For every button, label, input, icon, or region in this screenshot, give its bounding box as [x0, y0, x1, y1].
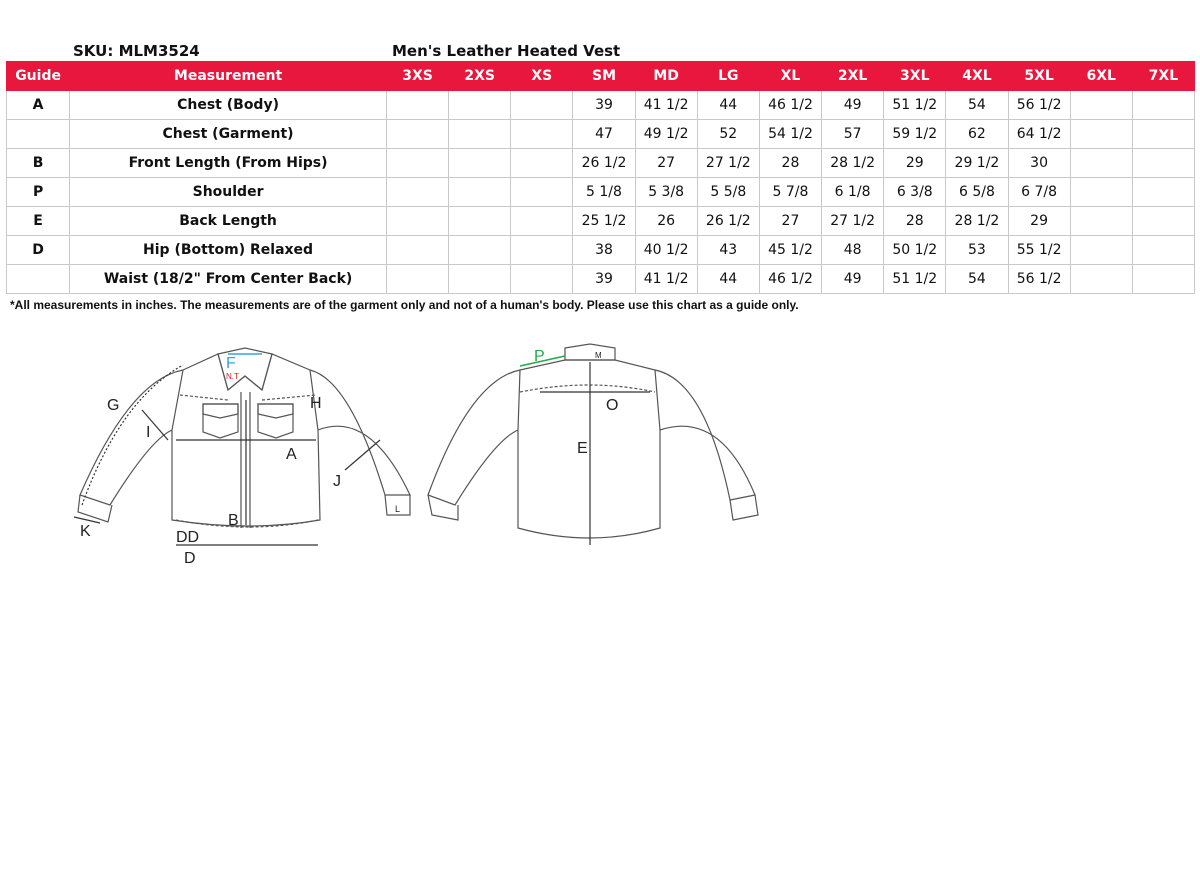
value-cell: 29	[1008, 207, 1070, 236]
value-cell: 29 1/2	[946, 149, 1008, 178]
label-L: L	[395, 504, 401, 514]
column-header-guide: Guide	[7, 62, 70, 91]
value-cell: 50 1/2	[884, 236, 946, 265]
value-cell: 59 1/2	[884, 120, 946, 149]
value-cell: 56 1/2	[1008, 91, 1070, 120]
column-header-2xl: 2XL	[822, 62, 884, 91]
value-cell: 6 7/8	[1008, 178, 1070, 207]
value-cell: 54 1/2	[759, 120, 821, 149]
guide-cell: A	[7, 91, 70, 120]
value-cell: 44	[697, 265, 759, 294]
label-E: E	[577, 440, 588, 457]
value-cell: 64 1/2	[1008, 120, 1070, 149]
measurement-cell: Chest (Garment)	[70, 120, 387, 149]
value-cell: 5 1/8	[573, 178, 635, 207]
value-cell: 29	[884, 149, 946, 178]
value-cell: 28 1/2	[946, 207, 1008, 236]
back-shirt-drawing	[428, 344, 758, 538]
value-cell: 49 1/2	[635, 120, 697, 149]
label-I: I	[146, 424, 151, 441]
value-cell: 6 1/8	[822, 178, 884, 207]
guide-cell: D	[7, 236, 70, 265]
value-cell: 54	[946, 265, 1008, 294]
value-cell: 45 1/2	[759, 236, 821, 265]
column-header-md: MD	[635, 62, 697, 91]
measurement-cell: Back Length	[70, 207, 387, 236]
value-cell: 28	[884, 207, 946, 236]
label-O: O	[606, 397, 619, 414]
column-header-2xs: 2XS	[449, 62, 511, 91]
label-K: K	[80, 523, 91, 540]
value-cell: 41 1/2	[635, 265, 697, 294]
value-cell: 5 5/8	[697, 178, 759, 207]
value-cell: 55 1/2	[1008, 236, 1070, 265]
value-cell: 27	[635, 149, 697, 178]
guide-cell: B	[7, 149, 70, 178]
value-cell: 53	[946, 236, 1008, 265]
value-cell: 26 1/2	[697, 207, 759, 236]
label-DD: DD	[176, 529, 200, 546]
value-cell: 51 1/2	[884, 91, 946, 120]
value-cell: 46 1/2	[759, 265, 821, 294]
guide-cell: E	[7, 207, 70, 236]
value-cell: 27 1/2	[697, 149, 759, 178]
column-header-xl: XL	[759, 62, 821, 91]
column-header-4xl: 4XL	[946, 62, 1008, 91]
footnote: *All measurements in inches. The measurements are of the garment only and not of a human's body. Please use this chart as a guide only.	[10, 298, 799, 312]
value-cell: 30	[1008, 149, 1070, 178]
value-cell: 27	[759, 207, 821, 236]
value-cell: 54	[946, 91, 1008, 120]
product-title: Men's Leather Heated Vest	[392, 42, 621, 60]
measurement-cell: Hip (Bottom) Relaxed	[70, 236, 387, 265]
value-cell: 28 1/2	[822, 149, 884, 178]
value-cell: 5 7/8	[759, 178, 821, 207]
value-cell: 49	[822, 265, 884, 294]
value-cell: 57	[822, 120, 884, 149]
value-cell: 43	[697, 236, 759, 265]
value-cell: 51 1/2	[884, 265, 946, 294]
label-B: B	[228, 512, 239, 529]
value-cell: 25 1/2	[573, 207, 635, 236]
label-D: D	[184, 550, 196, 567]
label-J: J	[333, 473, 341, 490]
value-cell: 62	[946, 120, 1008, 149]
measurement-cell: Waist (18/2" From Center Back)	[70, 265, 387, 294]
front-shirt-drawing	[78, 348, 410, 528]
value-cell: 28	[759, 149, 821, 178]
value-cell: 44	[697, 91, 759, 120]
column-header-lg: LG	[697, 62, 759, 91]
value-cell: 6 5/8	[946, 178, 1008, 207]
value-cell: 26	[635, 207, 697, 236]
value-cell: 46 1/2	[759, 91, 821, 120]
value-cell: 5 3/8	[635, 178, 697, 207]
value-cell: 49	[822, 91, 884, 120]
column-header-measurement: Measurement	[70, 62, 387, 91]
column-header-7xl: 7XL	[1132, 62, 1194, 91]
column-header-5xl: 5XL	[1008, 62, 1070, 91]
value-cell: 38	[573, 236, 635, 265]
label-NT: N.T	[226, 372, 239, 381]
measurement-cell: Front Length (From Hips)	[70, 149, 387, 178]
value-cell: 40 1/2	[635, 236, 697, 265]
value-cell: 41 1/2	[635, 91, 697, 120]
label-A: A	[286, 446, 297, 463]
value-cell: 39	[573, 265, 635, 294]
label-F: F	[226, 355, 236, 372]
value-cell: 48	[822, 236, 884, 265]
column-header-3xl: 3XL	[884, 62, 946, 91]
column-header-sm: SM	[573, 62, 635, 91]
column-header-3xs: 3XS	[386, 62, 448, 91]
label-G: G	[107, 397, 120, 414]
value-cell: 39	[573, 91, 635, 120]
column-header-xs: XS	[511, 62, 573, 91]
label-M: M	[595, 351, 602, 360]
label-H: H	[310, 395, 322, 412]
label-P: P	[534, 348, 545, 365]
measurement-cell: Shoulder	[70, 178, 387, 207]
column-header-6xl: 6XL	[1070, 62, 1132, 91]
measurement-cell: Chest (Body)	[70, 91, 387, 120]
value-cell: 6 3/8	[884, 178, 946, 207]
value-cell: 27 1/2	[822, 207, 884, 236]
guide-cell: P	[7, 178, 70, 207]
value-cell: 26 1/2	[573, 149, 635, 178]
value-cell: 56 1/2	[1008, 265, 1070, 294]
value-cell: 47	[573, 120, 635, 149]
value-cell: 52	[697, 120, 759, 149]
sku-label: SKU: MLM3524	[73, 42, 200, 60]
